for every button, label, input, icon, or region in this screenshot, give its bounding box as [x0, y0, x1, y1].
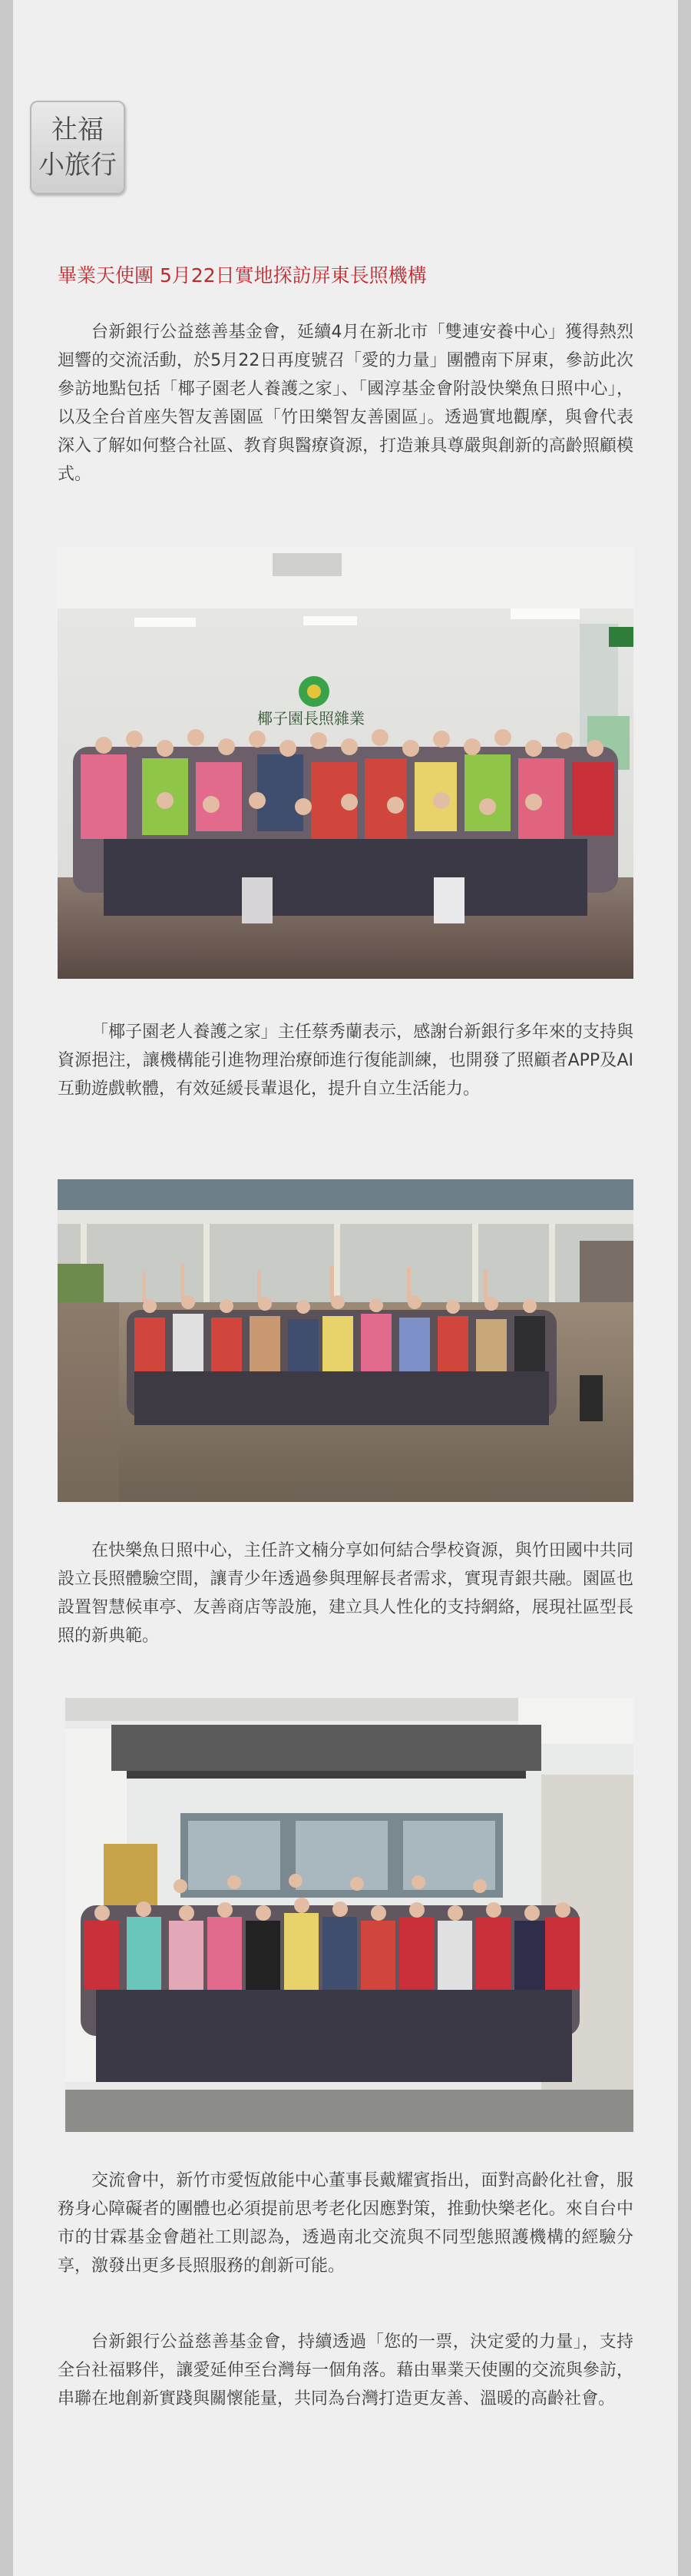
article-paragraph-3: 在快樂魚日照中心，主任許文楠分享如何結合學校資源，與竹田國中共同設立長照體驗空間，讓青少年透過參與理解長者需求，實現青銀共融。園區也設置智慧候車亭、友善商店等設施，建立具人性化的支持網絡，展現社區型長照的新典範。 — [58, 1541, 633, 1646]
article-paragraph-2: 「椰子園老人養護之家」主任蔡秀蘭表示，感謝台新銀行多年來的支持與資源挹注，讓機構能引進物理治療師進行復能訓練，也開發了照顧者APP及AI互動遊戲軟體，有效延緩長輩退化，提升自立生活能力。 — [58, 1023, 633, 1099]
article-paragraph-5: 台新銀行公益慈善基金會，持續透過「您的一票，決定愛的力量」，支持全台社福夥伴，讓愛延伸至台灣每一個角落。藉由畢業天使團的交流與參訪，串聯在地創新實踐與關懷能量，共同為台灣打造更友善、溫暖的高齡社會。 — [58, 2332, 633, 2409]
badge-line-1: 社福 — [51, 114, 104, 145]
category-badge — [30, 101, 125, 194]
article-headline: 畢業天使團 5月22日實地探訪屏東長照機構 — [58, 264, 427, 287]
article-paragraph-1: 台新銀行公益慈善基金會，延續4月在新北市「雙連安養中心」獲得熱烈迴響的交流活動，於5月22日再度號召「愛的力量」團體南下屏東，參訪此次參訪地點包括「椰子園老人養護之家」、「國淳基金會附設快樂魚日照中心」，以及全台首座失智友善園區「竹田樂智友善園區」。透過實地觀摩，與會代表深入了解如何整合社區、教育與醫療資源，打造兼具尊嚴與創新的高齡照顧模式。 — [58, 323, 633, 484]
group-photo-building-entrance — [65, 1698, 633, 2132]
group-photo-indoor — [58, 547, 633, 979]
group-photo-outdoor-cheering — [58, 1179, 633, 1502]
badge-line-2: 小旅行 — [38, 150, 117, 181]
photo1-banner-text: 椰子園長照雜業 — [257, 709, 365, 728]
article-page — [13, 0, 678, 2576]
article-paragraph-4: 交流會中，新竹市愛恆啟能中心董事長戴耀賓指出，面對高齡化社會，服務身心障礙者的團體也必須提前思考老化因應對策，推動快樂老化。來自台中市的甘霖基金會趙社工則認為，透過南北交流與不同型態照護機構的經驗分享，激發出更多長照服務的創新可能。 — [58, 2171, 633, 2276]
